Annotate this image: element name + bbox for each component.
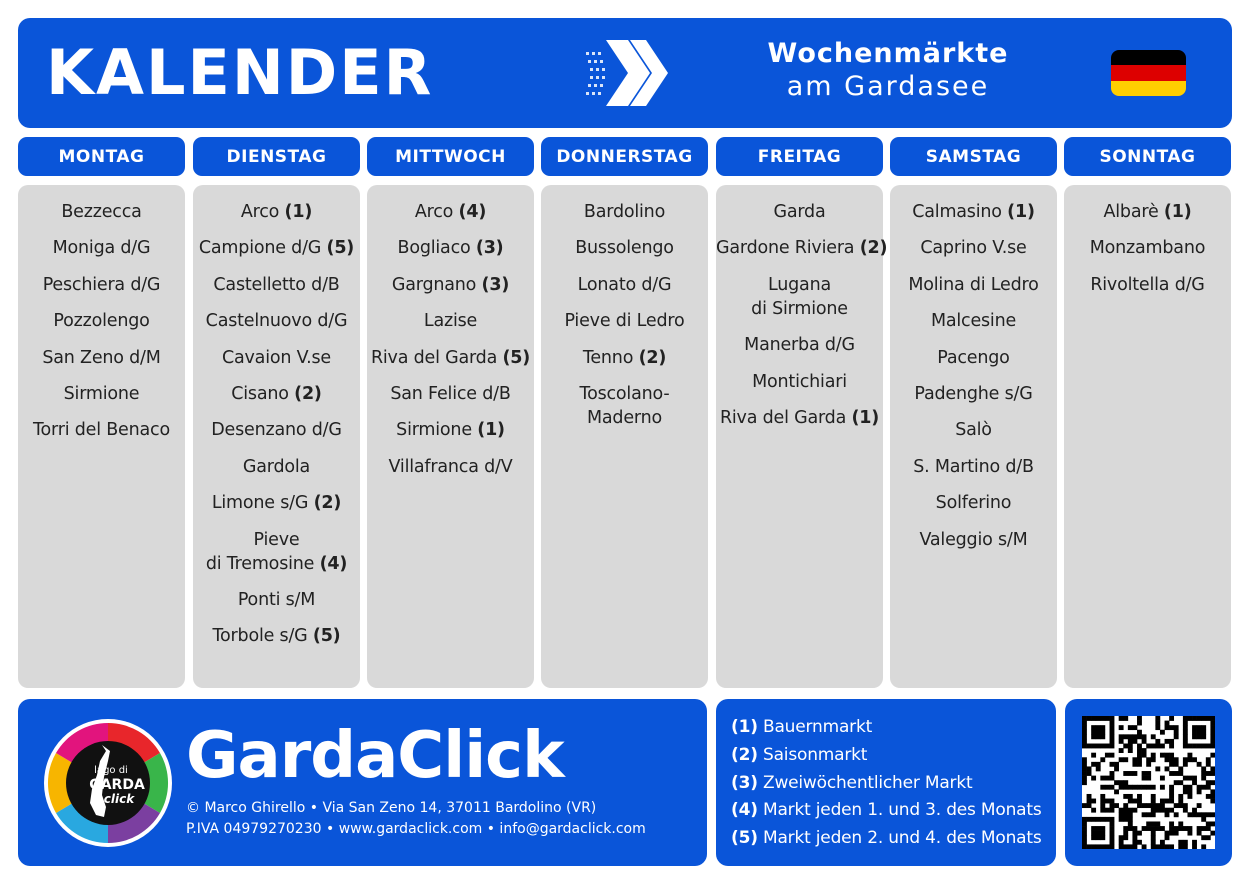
market-item [367,200,534,224]
legend-key: (3) [731,772,758,793]
market-place: Bardolino [583,202,666,222]
qr-code-icon[interactable] [1082,716,1215,849]
market-place: Arco [414,202,454,222]
day-column-dienstag [193,185,360,688]
market-place: Bussolengo [575,238,674,259]
brand-name: GardaClick [186,719,564,793]
market-place: Riva del Garda [370,347,498,368]
gardaclick-logo-icon [42,717,174,849]
market-place: Riva del Garda [719,407,847,428]
address-line-2: P.IVA 04979270230 • www.gardaclick.com • info@gardaclick.com [186,821,646,837]
market-place: Sirmione [396,420,472,441]
page-title: KALENDER [46,36,434,109]
legend-item [731,797,1056,825]
market-item [367,236,534,260]
market-note: (2) [313,493,342,514]
market-place: Pacengo [937,347,1010,368]
market-item [541,236,708,260]
market-item [890,236,1057,260]
market-place: Solferino [935,493,1012,514]
day-header-mittwoch: MITTWOCH [367,137,534,176]
day-column-donnerstag [541,185,708,688]
market-place: Molina di Ledro [908,274,1039,295]
market-place: Gardola [242,456,311,477]
market-item [193,382,360,406]
market-place: Padenghe s/G [914,383,1033,404]
market-note: (5) [502,347,531,368]
market-item [541,346,708,370]
market-place: Gardone Riviera [716,238,855,259]
address-line-1: © Marco Ghirello • Via San Zeno 14, 37011 Bardolino (VR) [186,800,597,816]
market-item [193,624,360,648]
legend-item [731,742,1056,770]
market-note: (4) [458,202,487,222]
market-item [1064,273,1231,297]
qr-code-panel [1065,699,1232,866]
market-item [367,382,534,406]
market-item [18,346,185,370]
market-item [193,528,360,576]
market-place: Malcesine [930,311,1017,332]
logo-text-click: click [103,792,135,806]
market-item [193,309,360,333]
market-note: (1) [284,202,313,222]
double-chevron-right-icon [584,40,668,106]
market-place: Manerba d/G [744,335,855,356]
market-item [890,309,1057,333]
market-note: (2) [638,347,667,368]
footer-brand-panel [18,699,707,866]
market-item [890,491,1057,515]
market-place: Torri del Benaco [33,420,170,441]
legend-item [731,825,1056,853]
market-item [890,273,1057,297]
market-item [716,333,883,357]
market-item [1064,236,1231,260]
legend-key: (4) [731,800,758,821]
market-item [193,588,360,612]
day-column-mittwoch [367,185,534,688]
market-item [18,236,185,260]
day-header-samstag: SAMSTAG [890,137,1057,176]
market-item [367,346,534,370]
market-note: (3) [475,238,504,259]
market-item [367,455,534,479]
subtitle-line2: am Gardasee [786,71,990,102]
market-place: Castelletto d/B [213,274,340,295]
legend-text: Zweiwöchentlicher Markt [763,772,973,793]
market-place: Sirmione [63,383,140,404]
market-place: Salò [955,420,992,441]
market-place: Tenno [582,347,634,368]
market-place: Pieve [253,529,300,550]
market-place: Lazise [423,311,478,332]
market-item [890,455,1057,479]
market-note: (3) [481,274,510,295]
market-item [193,200,360,224]
market-note: (1) [851,407,880,428]
market-place: Gargnano [391,274,477,295]
day-column-freitag [716,185,888,688]
market-place-line2: di Tremosine [205,553,315,574]
legend-item [731,714,1056,742]
market-place: Lugana [768,274,831,295]
market-place: Campione d/G [198,238,322,259]
market-note: (1) [1007,202,1035,222]
market-item [541,382,708,430]
market-item [367,273,534,297]
legend-panel [716,699,1056,866]
legend-text: Bauernmarkt [763,717,873,737]
market-item [716,370,883,394]
market-place: Pieve di Ledro [564,311,685,332]
market-note: (4) [319,553,348,574]
market-place: Lonato d/G [577,274,672,295]
market-item [18,418,185,442]
market-item [1064,200,1231,224]
legend-key: (2) [731,744,758,765]
market-item [890,382,1057,406]
day-header-donnerstag: DONNERSTAG [541,137,708,176]
market-place: Limone s/G [211,493,309,514]
legend-item [731,770,1056,798]
legend-key: (1) [731,717,758,737]
day-header-freitag: FREITAG [716,137,883,176]
market-place: Valeggio s/M [919,529,1028,550]
market-item [541,200,708,224]
legend-text: Markt jeden 2. und 4. des Monats [763,828,1042,849]
logo-text-garda: GARDA [89,777,145,793]
day-header-montag: MONTAG [18,137,185,176]
market-item [193,273,360,297]
market-place: Pozzolengo [53,311,150,332]
market-place: Torbole s/G [212,626,308,647]
market-note: (5) [312,626,341,647]
day-header-dienstag: DIENSTAG [193,137,360,176]
market-item [18,200,185,224]
market-place: Bezzecca [61,202,142,222]
market-place: San Zeno d/M [42,347,161,368]
market-item [193,346,360,370]
address-block [186,798,646,840]
market-item [193,455,360,479]
day-header-sonntag: SONNTAG [1064,137,1231,176]
market-item [18,382,185,406]
market-place: Peschiera d/G [42,274,161,295]
market-item [716,273,883,321]
market-item [716,406,883,430]
market-note: (2) [294,383,322,404]
market-item [541,273,708,297]
market-place: S. Martino d/B [913,456,1034,477]
market-item [890,200,1057,224]
legend-text: Saisonmarkt [763,744,868,765]
market-place: Villafranca d/V [388,456,513,477]
market-place: Rivoltella d/G [1090,274,1205,295]
market-item [367,309,534,333]
market-place: Bogliaco [397,238,471,259]
market-place: Castelnuovo d/G [205,311,348,332]
market-place-line2: di Sirmione [751,298,848,319]
market-place: Monzambano [1089,238,1206,259]
subtitle-line1: Wochenmärkte [767,38,1009,69]
market-note: (5) [326,238,355,259]
market-item [541,309,708,333]
market-place: Ponti s/M [237,589,316,610]
market-place: Cavaion V.se [221,347,331,368]
market-place: Desenzano d/G [211,420,342,441]
day-column-montag [18,185,185,688]
market-item [193,491,360,515]
market-item [18,273,185,297]
market-place: Caprino V.se [920,238,1027,259]
market-item [890,346,1057,370]
market-item [890,418,1057,442]
market-place: Arco [240,202,280,222]
market-place: Calmasino [912,202,1002,222]
market-place-line2: Maderno [587,407,662,428]
germany-flag-icon [1111,50,1186,96]
legend-text: Markt jeden 1. und 3. des Monats [763,800,1042,821]
header-banner [18,18,1232,128]
market-place: Toscolano- [579,383,670,404]
market-note: (1) [477,420,505,441]
logo-text-lago: lago di [94,765,128,776]
market-place: Moniga d/G [52,238,151,259]
market-item [193,418,360,442]
day-column-samstag [890,185,1057,688]
market-item [367,418,534,442]
market-item [890,528,1057,552]
market-item [193,236,360,260]
market-note: (2) [859,238,888,259]
market-note: (1) [1163,202,1192,222]
day-column-sonntag [1064,185,1231,688]
subtitle [718,38,1058,102]
market-item [18,309,185,333]
market-place: Cisano [231,383,289,404]
market-item [716,236,888,260]
legend-key: (5) [731,828,758,849]
market-item [716,200,883,224]
market-place: San Felice d/B [390,383,511,404]
market-place: Montichiari [752,371,847,392]
market-place: Albarè [1103,202,1159,222]
market-place: Garda [773,202,826,222]
